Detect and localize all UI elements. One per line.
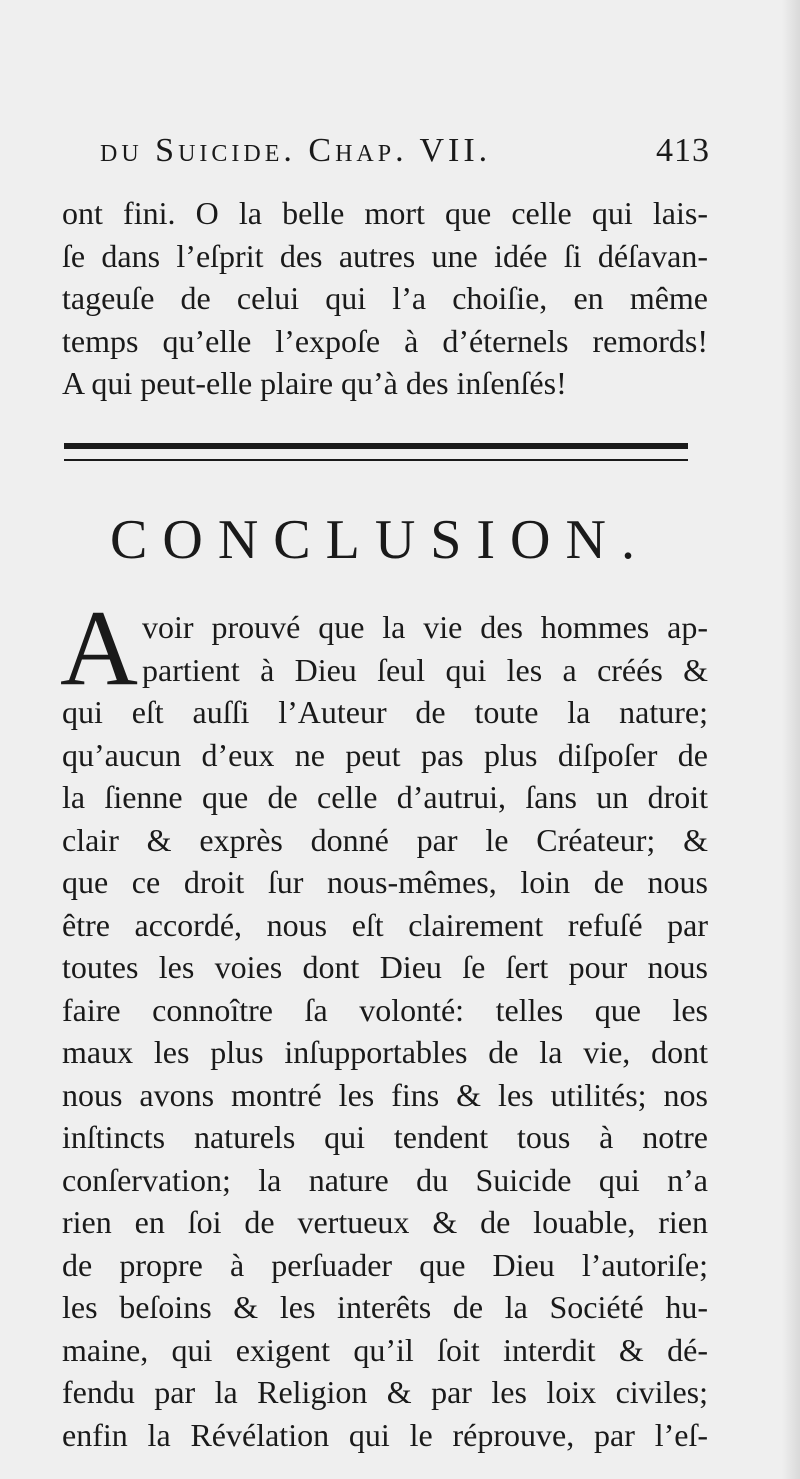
running-head	[100, 132, 710, 182]
text-line: maux les plus inſupportables de la vie, dont	[62, 1034, 708, 1070]
text-line: qui eſt auſſi l’Auteur de toute la nature;	[62, 694, 708, 730]
text-line: conſervation; la nature du Suicide qui n’a	[62, 1161, 708, 1198]
drop-cap: A	[60, 589, 138, 708]
text-line: être accordé, nous eſt clairement refuſé par	[62, 906, 708, 943]
text-line: tageuſe de celui qui l’a choiſie, en même	[62, 280, 708, 316]
text-line: la ſienne que de celle d’autrui, ſans un droit	[62, 779, 708, 815]
text-line: temps qu’elle l’expoſe à d’éternels remords!	[62, 322, 708, 359]
page-number: 413	[656, 132, 710, 169]
conclusion-paragraph	[60, 589, 708, 1456]
text-line: rien en ſoi de vertueux & de louable, rien	[62, 1204, 708, 1240]
text-line: que ce droit ſur nous-mêmes, loin de nous	[62, 864, 708, 900]
text-line: nous avons montré les fins & les utilités; nos	[62, 1076, 708, 1113]
section-heading: CONCLUSION.	[110, 509, 650, 571]
top-paragraph	[62, 192, 708, 405]
text-line: voir prouvé que la vie des hommes ap-	[142, 609, 708, 645]
text-line: ſe dans l’eſprit des autres une idée ſi déſavan-	[62, 237, 708, 274]
text-line: partient à Dieu ſeul qui les a créés &	[142, 651, 708, 688]
text-line: de propre à perſuader que Dieu l’autoriſe;	[62, 1246, 708, 1283]
text-line: inſtincts naturels qui tendent tous à notre	[62, 1119, 708, 1155]
text-line: qu’aucun d’eux ne peut pas plus diſpoſer de	[62, 736, 708, 773]
text-line: ont fini. O la belle mort que celle qui lais-	[62, 195, 708, 231]
text-line: enfin la Révélation qui le réprouve, par l’eſ-	[62, 1416, 708, 1453]
page-edge-shadow	[782, 0, 800, 1479]
running-head-title: du Suicide. Chap. VII.	[100, 132, 492, 169]
text-line: faire connoître ſa volonté: telles que les	[62, 991, 708, 1028]
double-rule-thick	[64, 443, 688, 449]
text-line: fendu par la Religion & par les loix civiles;	[62, 1374, 708, 1410]
text-line: les beſoins & les interêts de la Société hu-	[62, 1289, 708, 1325]
text-line: A qui peut-elle plaire qu’à des inſenſés!	[62, 365, 567, 401]
text-line: clair & exprès donné par le Créateur; &	[62, 821, 708, 858]
text-line: toutes les voies dont Dieu ſe ſert pour nous	[62, 949, 708, 985]
double-rule-thin	[64, 459, 688, 461]
text-line: maine, qui exigent qu’il ſoit interdit & dé-	[62, 1331, 708, 1368]
